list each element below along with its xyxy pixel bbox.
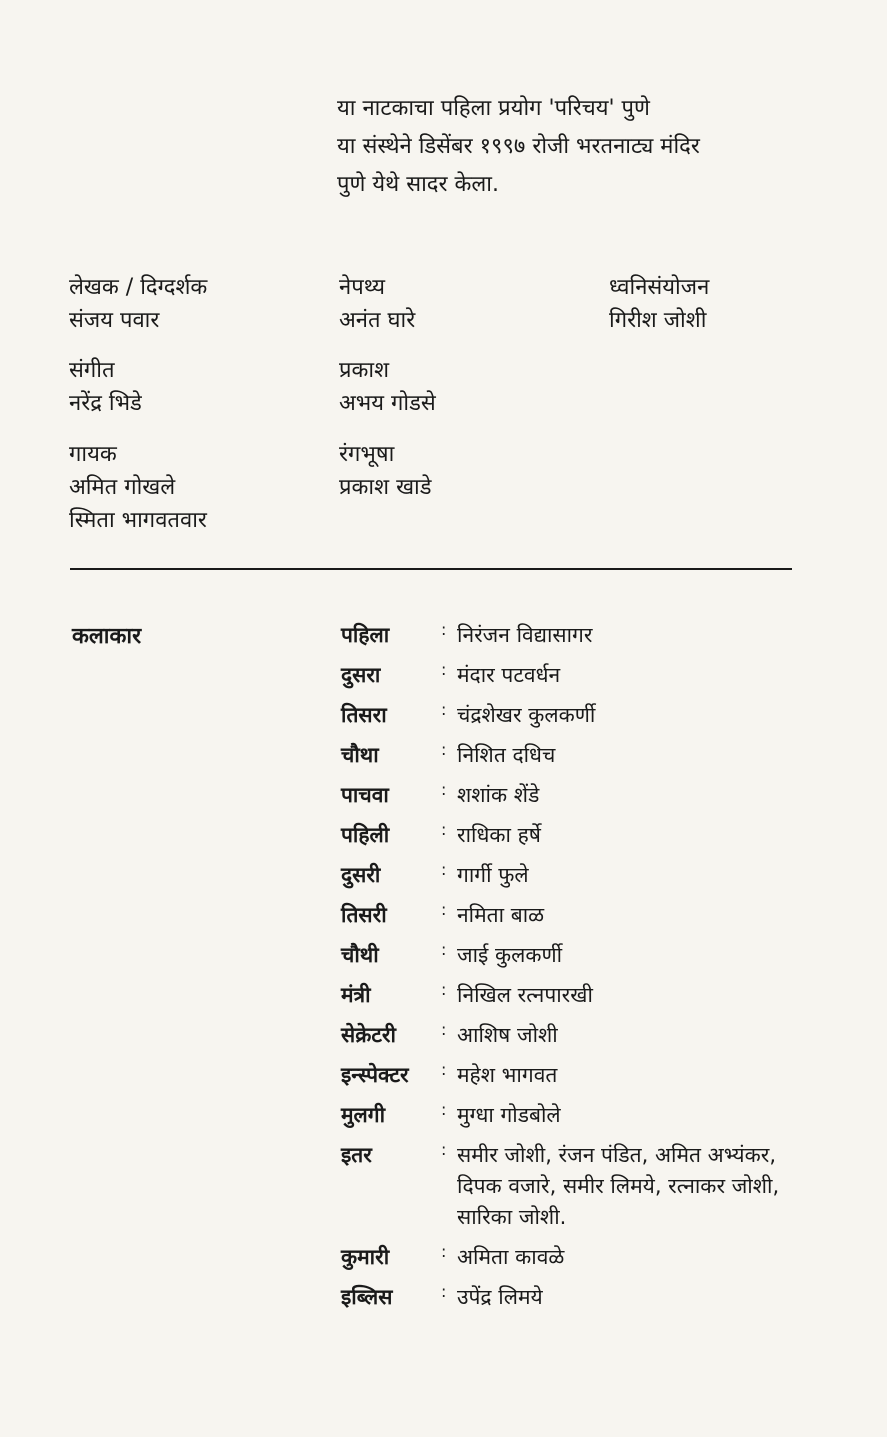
cast-row	[341, 660, 821, 691]
credit-writer-director	[69, 271, 207, 337]
cast-role: चौथी	[341, 943, 379, 967]
colon-separator: :	[441, 1282, 447, 1301]
cast-row	[341, 620, 821, 651]
cast-role: इन्स्पेक्टर	[341, 1063, 409, 1087]
colon-separator: :	[441, 620, 447, 639]
cast-actor: आशिष जोशी	[457, 1023, 558, 1047]
cast-role: मुलगी	[341, 1103, 386, 1127]
cast-actor: शशांक शेंडे	[457, 783, 540, 807]
credit-role: लेखक / दिग्दर्शक	[69, 275, 208, 300]
cast-row	[341, 820, 821, 851]
cast-row	[341, 780, 821, 811]
colon-separator: :	[441, 1100, 447, 1119]
credit-name: संजय पवार	[69, 308, 160, 333]
colon-separator: :	[441, 860, 447, 879]
colon-separator: :	[441, 740, 447, 759]
credit-role: गायक	[69, 442, 117, 467]
cast-role: दुसरी	[341, 863, 381, 887]
cast-row	[341, 980, 821, 1011]
cast-actor: महेश भागवत	[457, 1063, 558, 1087]
credit-sound-design	[609, 271, 709, 337]
colon-separator: :	[441, 780, 447, 799]
cast-role: पहिला	[341, 623, 390, 647]
cast-row	[341, 900, 821, 931]
credit-name: अभय गोडसे	[339, 391, 436, 416]
cast-actor: उपेंद्र लिमये	[457, 1285, 543, 1309]
cast-role: तिसरी	[341, 903, 387, 927]
cast-actor: राधिका हर्षे	[457, 823, 541, 847]
cast-heading: कलाकार	[72, 624, 142, 649]
colon-separator: :	[441, 1242, 447, 1261]
cast-role: तिसरा	[341, 703, 387, 727]
cast-actor: चंद्रशेखर कुलकर्णी	[457, 703, 596, 727]
cast-row	[341, 1282, 821, 1313]
section-divider	[70, 568, 792, 570]
colon-separator: :	[441, 1140, 447, 1159]
credit-name: गिरीश जोशी	[609, 308, 707, 333]
cast-role: सेक्रेटरी	[341, 1023, 396, 1047]
premiere-note-line: पुणे येथे सादर केला.	[337, 172, 499, 197]
credit-role: नेपथ्य	[339, 275, 385, 300]
cast-row	[341, 1020, 821, 1051]
cast-actor: गार्गी फुले	[457, 863, 529, 887]
cast-actor: निरंजन विद्यासागर	[457, 623, 593, 647]
credit-music	[69, 354, 142, 420]
cast-row	[341, 1060, 821, 1091]
premiere-note-line: या संस्थेने डिसेंबर १९९७ रोजी भरतनाट्य मंदिर	[337, 134, 700, 159]
credit-set-design	[339, 271, 415, 337]
cast-row	[341, 940, 821, 971]
credit-name: प्रकाश खाडे	[339, 475, 432, 500]
premiere-note-line: या नाटकाचा पहिला प्रयोग 'परिचय' पुणे	[337, 96, 650, 121]
credit-makeup	[339, 438, 432, 504]
cast-role: पाचवा	[341, 783, 389, 807]
cast-actor: निखिल रत्नपारखी	[457, 983, 593, 1007]
cast-row	[341, 700, 821, 731]
cast-row	[341, 1242, 821, 1273]
credit-role: रंगभूषा	[339, 442, 395, 467]
colon-separator: :	[441, 660, 447, 679]
cast-list	[341, 620, 821, 1322]
cast-role: कुमारी	[341, 1245, 390, 1269]
colon-separator: :	[441, 900, 447, 919]
cast-row	[341, 740, 821, 771]
cast-actor: निशित दधिच	[457, 743, 556, 767]
cast-role: मंत्री	[341, 983, 371, 1007]
credit-role: ध्वनिसंयोजन	[609, 275, 710, 300]
cast-actor: जाई कुलकर्णी	[457, 943, 563, 967]
colon-separator: :	[441, 820, 447, 839]
credit-name: स्मिता भागवतवार	[69, 508, 207, 533]
cast-role: इब्लिस	[341, 1285, 393, 1309]
colon-separator: :	[441, 940, 447, 959]
credit-name: नरेंद्र भिडे	[69, 391, 142, 416]
cast-row	[341, 860, 821, 891]
cast-role: इतर	[341, 1143, 372, 1167]
cast-role: पहिली	[341, 823, 390, 847]
colon-separator: :	[441, 980, 447, 999]
cast-actor: मुग्धा गोडबोले	[457, 1103, 561, 1127]
cast-actor: समीर जोशी, रंजन पंडित, अमित अभ्यंकर, दिपक वजारे, समीर लिमये, रत्नाकर जोशी, सारिका जोशी.	[457, 1143, 780, 1229]
colon-separator: :	[441, 1020, 447, 1039]
credit-name: अनंत घारे	[339, 308, 416, 333]
cast-actor: अमिता कावळे	[457, 1245, 565, 1269]
premiere-note	[337, 90, 817, 204]
credit-role: प्रकाश	[339, 358, 390, 383]
cast-row	[341, 1140, 821, 1233]
cast-actor: नमिता बाळ	[457, 903, 545, 927]
cast-role: चौथा	[341, 743, 379, 767]
credit-lighting	[339, 354, 436, 420]
cast-row	[341, 1100, 821, 1131]
colon-separator: :	[441, 1060, 447, 1079]
colon-separator: :	[441, 700, 447, 719]
cast-actor: मंदार पटवर्धन	[457, 663, 561, 687]
credit-singers	[69, 438, 207, 537]
credit-role: संगीत	[69, 358, 115, 383]
cast-role: दुसरा	[341, 663, 381, 687]
credit-name: अमित गोखले	[69, 475, 176, 500]
